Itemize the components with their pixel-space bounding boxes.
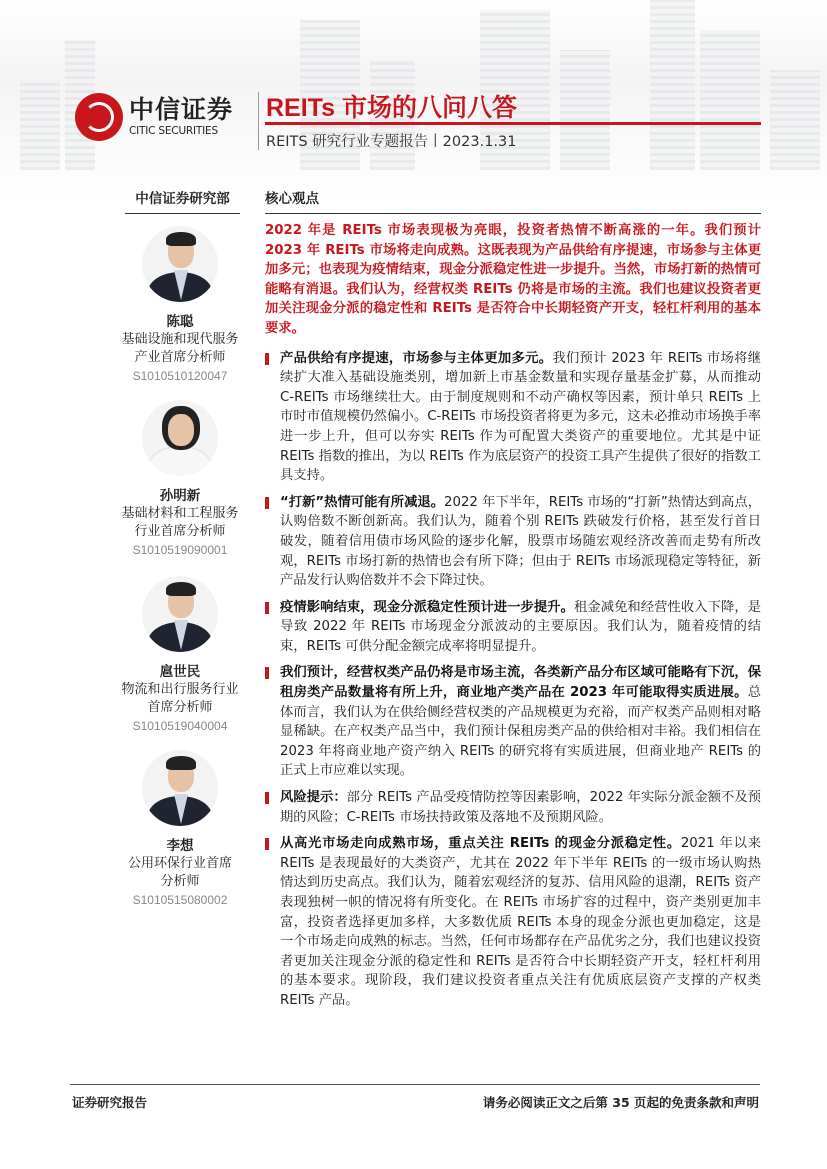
bullet-text: 部分 REITs 产品受疫情防控等因素影响，2022 年实际分派金额不及预期的风险；C-REITs 市场扶持政策及落地不及预期风险。 (280, 790, 761, 825)
footer-left-label: 证券研究报告 (72, 1095, 148, 1110)
bullet-point (265, 663, 761, 781)
bullet-lead: 我们预计，经营权类产品仍将是市场主流，各类新产品分布区域可能略有下沉，保租房类产品数量将有所上升，商业地产类产品在 2023 年可能取得实质进展。 (280, 665, 761, 701)
bullet-point (265, 349, 761, 486)
analyst-code: S1010519090001 (132, 543, 228, 557)
report-subtitle: REITS 研究行业专题报告丨2023.1.31 (266, 134, 517, 150)
bullet-marker-icon (265, 667, 269, 679)
analyst-code: S1010519040004 (132, 719, 228, 733)
analyst-photo (142, 226, 218, 302)
bullet-point (265, 834, 761, 1010)
analyst-role: 基础材料和工程服务行业首席分析师 (121, 506, 239, 539)
analyst-role: 物流和出行服务行业首席分析师 (121, 682, 239, 715)
header-divider (258, 92, 259, 150)
analyst-card (100, 576, 260, 735)
bullet-lead: 疫情影响结束，现金分派稳定性预计进一步提升。 (280, 599, 574, 615)
citic-logo-icon (75, 93, 123, 141)
key-points-body (265, 221, 761, 1018)
citic-logo (75, 93, 233, 141)
logo-english-name: CITIC SECURITIES (129, 125, 218, 137)
analyst-role: 公用环保行业首席分析师 (127, 856, 232, 889)
key-points-heading: 核心观点 (265, 187, 761, 214)
analyst-card (100, 750, 260, 909)
bullet-point (265, 788, 761, 827)
title-underline (265, 122, 761, 125)
bullet-lead: 风险提示： (280, 790, 347, 806)
analyst-code: S1010510120047 (132, 369, 228, 383)
bullet-marker-icon (265, 497, 269, 509)
bullet-point (265, 598, 761, 657)
analyst-photo (142, 750, 218, 826)
analyst-photo (142, 400, 218, 476)
bullet-marker-icon (265, 602, 269, 614)
analyst-name: 李想 (166, 838, 194, 854)
bullet-marker-icon (265, 792, 269, 804)
report-title: REITs 市场的八问八答 (266, 94, 517, 122)
bullet-text: 总体而言，我们认为在供给侧经营权类的产品规模更为充裕，而产权类产品则相对略显稀缺。在产权类产品当中，我们预计保租房类产品的供给相对丰裕。我们相信在 2023 年将商业地产资产纳入 REITs 的研究将有实质进展，但商业地产 REITs 的正式上市应难以实现。 (280, 685, 761, 779)
analyst-code: S1010515080002 (132, 893, 228, 907)
footer-divider (70, 1084, 760, 1085)
bullet-marker-icon (265, 353, 269, 365)
bullet-text: 2022 年下半年，REITs 市场的“打新”热情达到高点，认购倍数不断创新高。我们认为，随着个别 REITs 跌破发行价格，甚至发行首日破发，随着信用债市场风险的逐步化解，股票市场随宏观经济改善而走势有所改观，REITs 市场打新的热情也会有所下降；但由于 REITs 市场派现稳定等特征，新产品发行认购倍数并不会下降过快。 (280, 494, 761, 589)
analyst-photo (142, 576, 218, 652)
analyst-name: 孙明新 (159, 488, 201, 504)
bullet-text: 租金减免和经营性收入下降，是导致 2022 年 REITs 市场现金分派波动的主要原因。我们认为，随着疫情的结束，REITs 可供分配金额完成率将明显提升。 (280, 599, 761, 654)
bullet-point (265, 493, 761, 591)
bullet-text: 我们预计 2023 年 REITs 市场将继续扩大准入基础设施类别，增加新上市基金数量和实现存量基金扩募，从而推动 C-REITs 市场继续壮大。由于制度规则和不动产确权等因素，预计单只 REITs 上市时市值规模仍然偏小。C-REITs 市场投资者将更为多元，这未必推动市场换手率进一步上升，但可以夯实 REITs 作为可配置大类资产的重要地位。尤其是中证 REITs 指数的推出，为以 REITs 作为底层资产的投资工具产生提供了很好的指数工具支持。 (280, 350, 761, 484)
department-heading: 中信证券研究部 (125, 187, 240, 214)
bullet-marker-icon (265, 838, 269, 850)
analyst-card (100, 226, 260, 385)
analyst-card (100, 400, 260, 559)
bullet-lead: 从高光市场走向成熟市场，重点关注 REITs 的现金分派稳定性。 (280, 836, 681, 852)
logo-chinese-name: 中信证券 (129, 95, 234, 124)
summary-paragraph: 2022 年是 REITs 市场表现极为亮眼，投资者热情不断高涨的一年。我们预计 2023 年 REITs 市场将走向成熟。这既表现为产品供给有序提速，市场参与主体更加多元；也表现为疫情结束，现金分派稳定性进一步提升。当然，市场打新的热情可能略有消退。我们认为，经营权类 REITs 仍将是市场的主流。我们也建议投资者更加关注现金分派的稳定性和 REITs 是否符合中长期轻资产开支，轻杠杆利用的基本要求。 (265, 223, 761, 336)
bullet-lead: 产品供给有序提速，市场参与主体更加多元。 (280, 350, 553, 366)
bullet-lead: “打新”热情可能有所减退。 (280, 494, 445, 510)
footer-disclaimer: 请务必阅读正文之后第 35 页起的免责条款和声明 (482, 1095, 759, 1110)
analyst-role: 基础设施和现代服务产业首席分析师 (121, 332, 239, 365)
analyst-name: 扈世民 (159, 664, 201, 680)
analyst-name: 陈聪 (166, 314, 194, 330)
bullet-text: 2021 年以来 REITs 是表现最好的大类资产，尤其在 2022 年下半年 REITs 的一级市场认购热情达到历史高点。我们认为，随着宏观经济的复苏、信用风险的退潮，REITs 资产表现独树一帜的情况将有所变化。在 REITs 市场扩容的过程中，资产类别更加丰富，投资者选择更加多样，大多数优质 REITs 本身的现金分派也更加稳定，这是一个市场走向成熟的标志。当然，任何市场都存在产品优劣之分，我们也建议投资者更加关注现金分派的稳定性和 REITs 是否符合中长期轻资产开支，轻杠杆利用的基本要求。现阶段，我们建议投资者重点关注有优质底层资产支撑的产权类 REITs 产品。 (280, 836, 761, 1008)
